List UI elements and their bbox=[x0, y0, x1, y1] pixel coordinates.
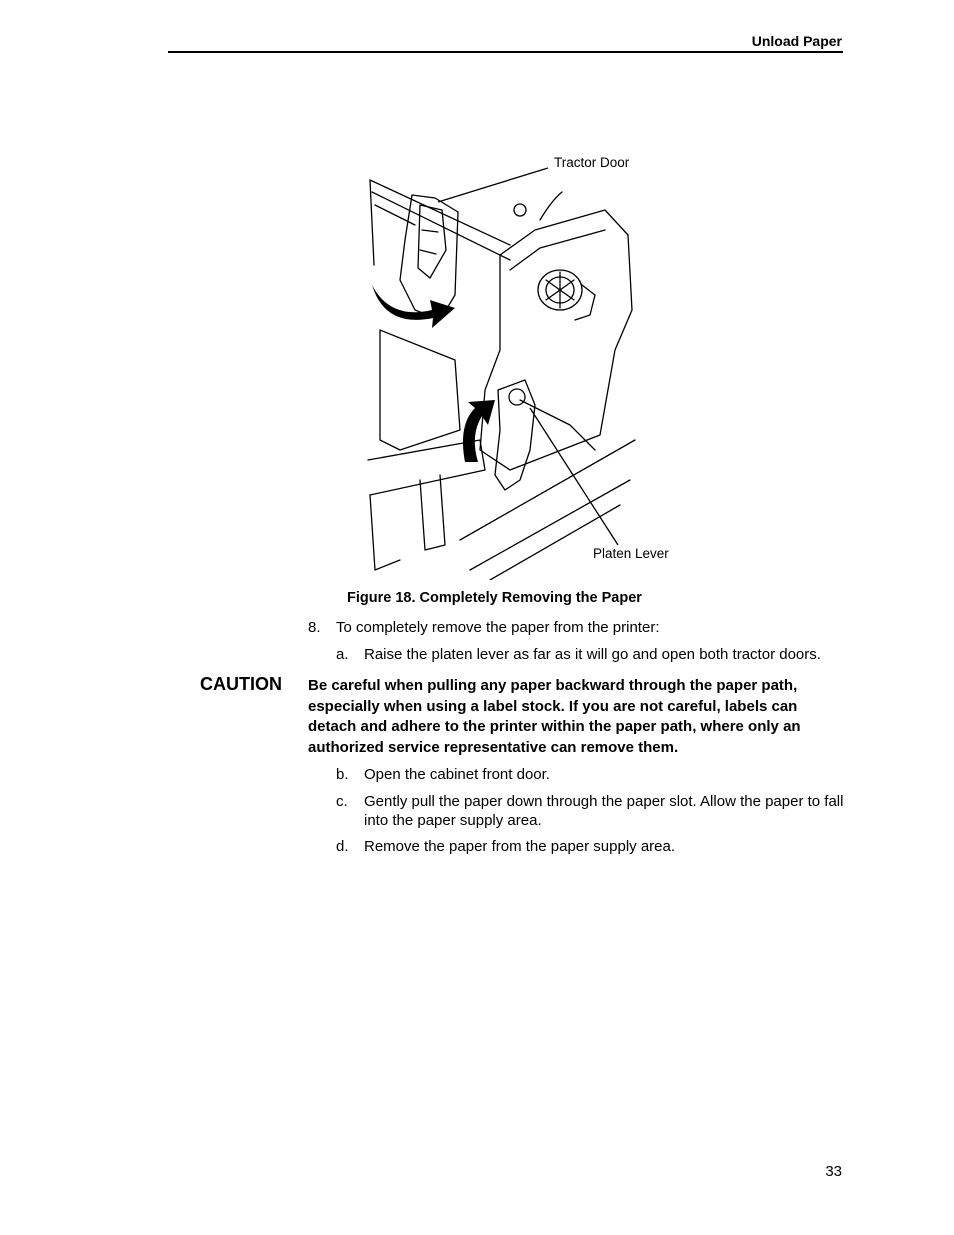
substep-letter: d. bbox=[336, 838, 349, 855]
substep-letter: b. bbox=[336, 766, 349, 783]
substep-text: Gently pull the paper down through the paper slot. Allow the paper to fall into the paper supply area. bbox=[364, 793, 844, 829]
running-header: Unload Paper bbox=[751, 33, 842, 49]
substep-text: Remove the paper from the paper supply area. bbox=[364, 838, 676, 855]
callout-platen-lever: Platen Lever bbox=[593, 546, 669, 561]
caution-label: CAUTION bbox=[200, 674, 282, 694]
substep-letter: a. bbox=[336, 646, 349, 663]
callout-tractor-door: Tractor Door bbox=[554, 155, 630, 170]
substep-letter: c. bbox=[336, 793, 348, 810]
substep-text: Open the cabinet front door. bbox=[364, 766, 550, 783]
caution-text: Be careful when pulling any paper backward through the paper path, especially when using a label stock. If you are not careful, labels can detach and adhere to the printer within the paper path, where only an authorized service representative can remove them. bbox=[308, 677, 801, 756]
figure-illustration bbox=[360, 150, 680, 580]
header-rule bbox=[168, 51, 843, 53]
step-number: 8. bbox=[308, 619, 321, 636]
page-number: 33 bbox=[825, 1163, 842, 1180]
substep-text: Raise the platen lever as far as it will go and open both tractor doors. bbox=[364, 646, 821, 663]
printer-line-drawing bbox=[360, 150, 680, 580]
figure-caption: Figure 18. Completely Removing the Paper bbox=[347, 590, 642, 606]
step-text: To completely remove the paper from the printer: bbox=[336, 619, 660, 636]
